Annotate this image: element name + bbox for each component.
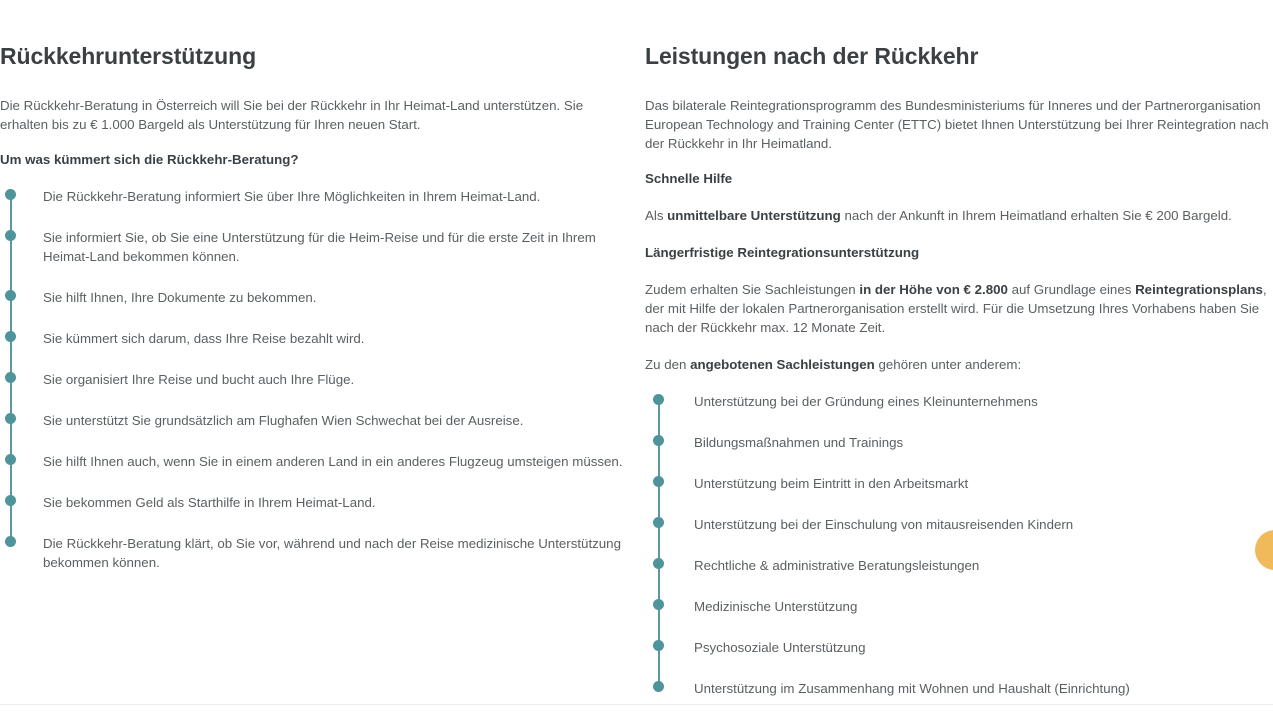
list-item	[1, 534, 631, 572]
list-item-label: Die Rückkehr-Beratung informiert Sie über Ihre Möglichkeiten in Ihrem Heimat-Land.	[43, 189, 541, 204]
fast-help-subheading: Schnelle Hilfe	[645, 171, 733, 186]
list-item	[649, 679, 1273, 698]
list-item-label: Sie unterstützt Sie grundsätzlich am Flughafen Wien Schwechat bei der Ausreise.	[43, 413, 524, 428]
list-item-label: Unterstützung bei der Gründung eines Kleinunternehmens	[694, 394, 1038, 409]
right-timeline-list	[649, 392, 1273, 698]
longterm-text-3: , der mit Hilfe der lokalen Partnerorganisation erstellt wird. Für die Umsetzung Ihres Vorhabens haben Sie nach der Rückkehr max. 12 Monate Zeit.	[645, 282, 1267, 335]
list-item	[1, 187, 631, 206]
fast-help-paragraph	[645, 206, 1273, 225]
list-item-label: Sie kümmert sich darum, dass Ihre Reise bezahlt wird.	[43, 331, 365, 346]
right-list-wrapper	[649, 392, 1273, 698]
list-item	[1, 228, 631, 266]
longterm-subheading: Längerfristige Reintegrationsunterstützung	[645, 245, 920, 260]
list-item-label: Sie organisiert Ihre Reise und bucht auch Ihre Flüge.	[43, 372, 355, 387]
list-item-label: Bildungsmaßnahmen und Trainings	[694, 435, 904, 450]
right-intro-paragraph: Das bilaterale Reintegrationsprogramm des Bundesministeriums für Inneres und der Partnerorganisation European Technology and Training Center (ETTC) bietet Ihnen Unterstützung bei Ihrer Reintegration nach der Rückkehr in Ihr Heimatland.	[645, 98, 1269, 151]
list-item-label: Sie hilft Ihnen, Ihre Dokumente zu bekommen.	[43, 290, 317, 305]
list-item	[1, 452, 631, 471]
list-item-label: Sie bekommen Geld als Starthilfe in Ihrem Heimat-Land.	[43, 495, 376, 510]
services-lead-text-2: gehören unter anderem:	[874, 357, 1022, 372]
list-item-label: Sie informiert Sie, ob Sie eine Unterstützung für die Heim-Reise und für die erste Zeit in Ihrem Heimat-Land bekommen können.	[43, 230, 596, 264]
left-timeline-list	[1, 187, 631, 572]
services-lead-text-1: Zu den	[645, 357, 691, 372]
left-intro-paragraph: Die Rückkehr-Beratung in Österreich will Sie bei der Rückkehr in Ihr Heimat-Land unterstützen. Sie erhalten bis zu € 1.000 Bargeld als Unterstützung für Ihren neuen Start.	[0, 98, 584, 132]
left-page-title: Rückkehrunterstützung	[0, 43, 257, 69]
list-item	[1, 329, 631, 348]
fast-help-text-2: nach der Ankunft in Ihrem Heimatland erhalten Sie € 200 Bargeld.	[840, 208, 1232, 223]
list-item	[649, 474, 1273, 493]
longterm-bold-2: Reintegrationsplans	[1135, 282, 1263, 297]
left-question-subheading: Um was kümmert sich die Rückkehr-Beratung?	[0, 152, 299, 167]
right-column	[645, 0, 1273, 716]
fast-help-text-1: Als	[645, 208, 668, 223]
list-item-label: Medizinische Unterstützung	[694, 599, 858, 614]
left-list-wrapper	[0, 187, 631, 572]
list-item-label: Die Rückkehr-Beratung klärt, ob Sie vor, während und nach der Reise medizinische Unterstützung bekommen können.	[43, 536, 621, 570]
list-item-label: Rechtliche & administrative Beratungsleistungen	[694, 558, 980, 573]
longterm-bold-1: in der Höhe von € 2.800	[859, 282, 1008, 297]
bottom-divider	[0, 704, 1273, 705]
list-item	[649, 515, 1273, 534]
longterm-paragraph	[645, 280, 1273, 337]
right-page-title: Leistungen nach der Rückkehr	[645, 43, 979, 69]
list-item	[649, 556, 1273, 575]
list-item	[1, 288, 631, 307]
list-item-label: Sie hilft Ihnen auch, wenn Sie in einem anderen Land in ein anderes Flugzeug umsteigen müssen.	[43, 454, 623, 469]
list-item	[1, 411, 631, 430]
left-column	[0, 0, 645, 594]
list-item-label: Unterstützung im Zusammenhang mit Wohnen und Haushalt (Einrichtung)	[694, 681, 1130, 696]
longterm-text-2: auf Grundlage eines	[1007, 282, 1136, 297]
list-item	[1, 493, 631, 512]
services-lead-paragraph	[645, 355, 1273, 374]
list-item-label: Unterstützung bei der Einschulung von mitausreisenden Kindern	[694, 517, 1074, 532]
list-item	[649, 638, 1273, 657]
list-item	[649, 392, 1273, 411]
list-item-label: Unterstützung beim Eintritt in den Arbeitsmarkt	[694, 476, 969, 491]
list-item	[649, 597, 1273, 616]
list-item	[649, 433, 1273, 452]
services-lead-bold-1: angebotenen Sachleistungen	[690, 357, 875, 372]
list-item-label: Psychosoziale Unterstützung	[694, 640, 866, 655]
list-item	[1, 370, 631, 389]
longterm-text-1: Zudem erhalten Sie Sachleistungen	[645, 282, 860, 297]
fast-help-bold-1: unmittelbare Unterstützung	[667, 208, 841, 223]
